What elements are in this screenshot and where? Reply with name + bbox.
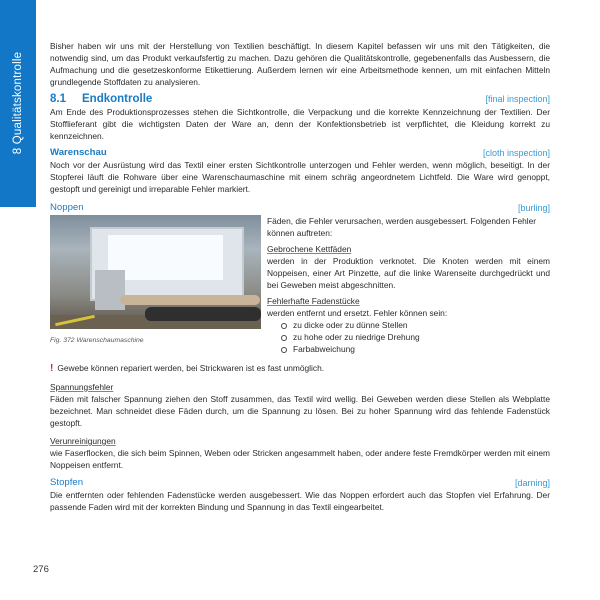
- stopfen-text: Die entfernten oder fehlenden Fadenstücke werden ausgebessert. Wie das Noppen erfordert auch das Stopfen viel Erfahrung. Der passende Faden wird mit der korrekten Bindung und Spannung in das Textil eingearbeitet.: [50, 490, 550, 512]
- stopfen-heading: [50, 477, 550, 489]
- sub1-text: werden in der Produktion verknotet. Die Knoten werden mit einem Noppeisen, einer Art Pinzette, auf die linke Warenseite durchgedrückt und bei Geweben meist abgeschnitten.: [267, 256, 550, 290]
- note-text: Gewebe können repariert werden, bei Strickwaren ist es fast unmöglich.: [57, 363, 325, 373]
- section-paragraph: Am Ende des Produktionsprozesses stehen die Sichtkontrolle, die Verpackung und die korrekte Kennzeichnung der Textilien. Der Stofflieferant gibt die wichtigsten Daten der Ware an, denn der Konfektionsbetrieb ist verpflichtet, die Kleidung korrekt zu kennzeichnen.: [50, 107, 550, 141]
- list-item: zu hohe oder zu niedrige Drehung: [281, 331, 550, 343]
- exclamation-icon: !: [50, 363, 54, 374]
- section-heading: [50, 93, 550, 106]
- figure-caption: Fig. 372 Warenschaumaschine: [50, 337, 144, 344]
- stopfen-term: [darning]: [514, 478, 550, 488]
- inspection-machine-photo: [50, 215, 261, 329]
- figure: [50, 215, 261, 355]
- spannungsfehler-title: Spannungsfehler: [50, 382, 114, 392]
- noppen-text: [261, 215, 550, 355]
- noppen-intro: Fäden, die Fehler verursachen, werden ausgebessert. Folgenden Fehler können auftreten:: [267, 216, 537, 238]
- sub2-title: Fehlerhafte Fadenstücke: [267, 296, 360, 306]
- note: [50, 362, 550, 375]
- section-number: 8.1: [50, 93, 66, 105]
- warenschau-paragraph: Noch vor der Ausrüstung wird das Textil einer ersten Sichtkontrolle unterzogen und Fehler werden, wenn möglich, beseitigt. In der Stopferei läuft die Rohware über eine Warenschaumaschine mit einem schräg angeordnetem Lichtfeld. Die Ware wird genoppt, gestopft und gereinigt und irreparable Fehler markiert.: [50, 160, 550, 194]
- noppen-term: [burling]: [517, 203, 550, 213]
- section-term: [final inspection]: [485, 94, 550, 104]
- noppen-heading: [50, 202, 550, 214]
- warenschau-title: Warenschau: [50, 147, 107, 158]
- noppen-title: Noppen: [50, 202, 84, 213]
- noppen-block: [50, 215, 550, 355]
- warenschau-heading: [50, 147, 550, 159]
- verunreinigungen-title: Verunreinigungen: [50, 436, 116, 446]
- intro-paragraph: Bisher haben wir uns mit der Herstellung von Textilien beschäftigt. In diesem Kapitel befassen wir uns mit den Tätigkeiten, die notwendig sind, um das Produkt verkaufsfertig zu machen. Dazu gehören die Qualitätskontrolle, gegebenenfalls das Ausbessern, die Aufmachung und die gesetzeskonforme Etikettierung. Außerdem lernen wir eine Arbeitsmethode kennen, um mit einfachen Mitteln grundlegende Stoffdaten zu analysieren.: [50, 41, 550, 87]
- page-content: [50, 40, 550, 513]
- verunreinigungen-text: wie Faserflocken, die sich beim Spinnen, Weben oder Stricken angesammelt haben, oder andere feste Fremdkörper werden mit einem Noppeisen entfernt.: [50, 448, 550, 470]
- sub1-title: Gebrochene Kettfäden: [267, 244, 352, 254]
- list-item: zu dicke oder zu dünne Stellen: [281, 319, 550, 331]
- sub2-text: werden entfernt und ersetzt. Fehler können sein:: [267, 308, 448, 318]
- spannungsfehler-text: Fäden mit falscher Spannung ziehen den Stoff zusammen, das Textil wird wellig. Bei Geweben werden diese Stellen als Webplatte bezeichnet. Man schneidet diese Fäden durch, um die Spannung zu lösen. Bei zu hoher Spannung wird das fehlende Fadenstück gestopft.: [50, 394, 550, 428]
- list-item: Farbabweichung: [281, 343, 550, 355]
- chapter-tab: [0, 0, 36, 207]
- warenschau-term: [cloth inspection]: [482, 148, 550, 158]
- section-title: Endkontrolle: [82, 93, 153, 105]
- stopfen-title: Stopfen: [50, 477, 84, 488]
- chapter-tab-label: 8 Qualitätskontrolle: [12, 51, 24, 155]
- page-number: 276: [33, 564, 49, 575]
- defect-list: [267, 319, 550, 355]
